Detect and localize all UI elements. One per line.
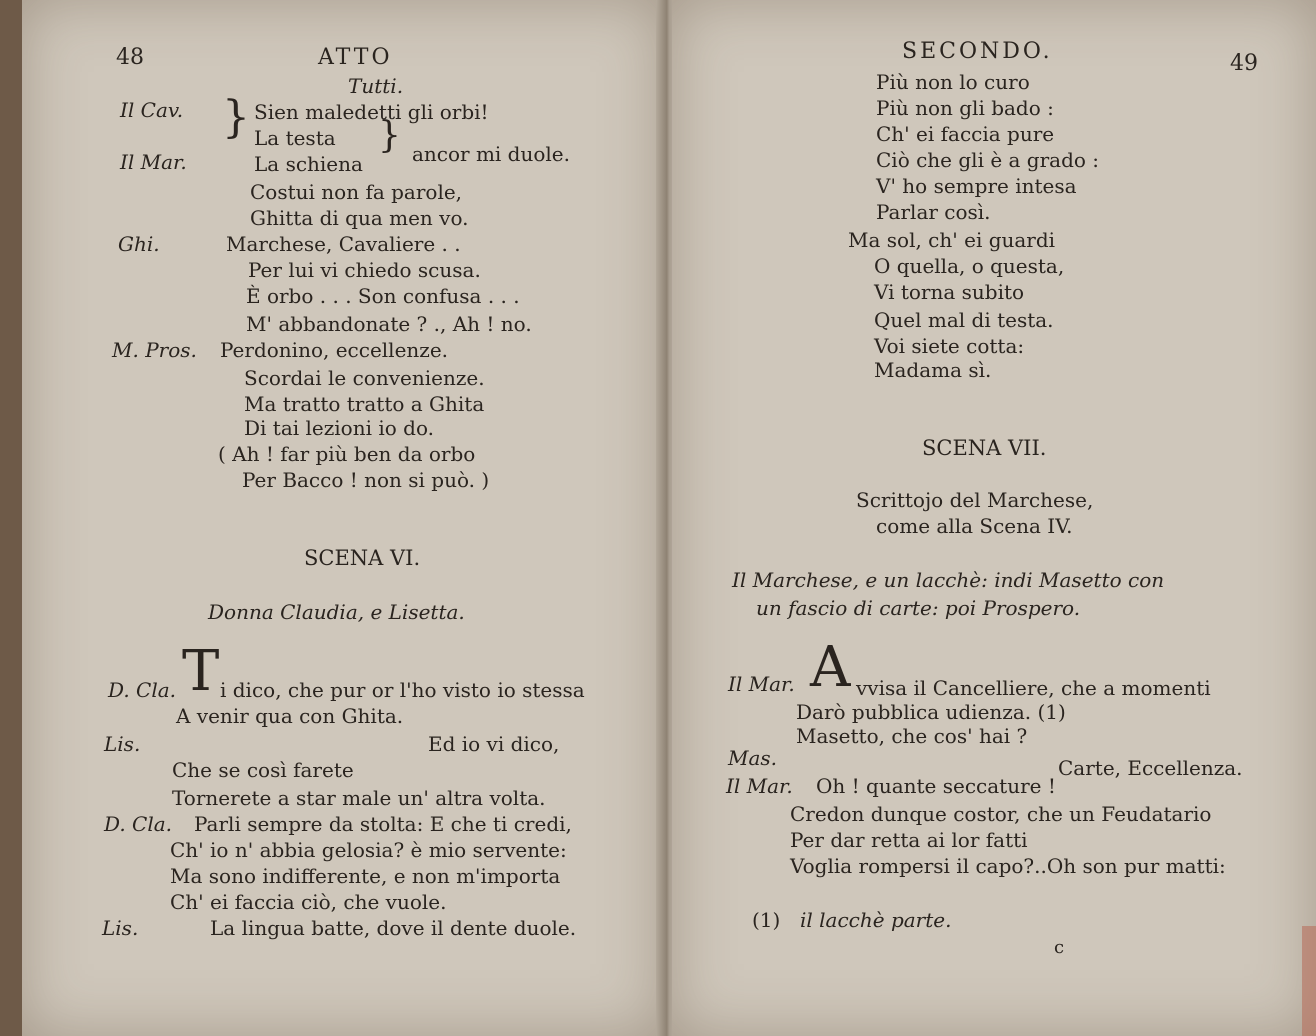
- speaker-label: Mas.: [728, 746, 778, 770]
- verse-line: Scordai le convenienze.: [244, 366, 485, 390]
- verse-line: Madama sì.: [874, 358, 992, 382]
- verse-line: M' abbandonate ? ., Ah ! no.: [246, 312, 532, 336]
- speaker-label: Il Mar.: [728, 672, 795, 696]
- scene-characters: Donna Claudia, e Lisetta.: [208, 600, 465, 624]
- verse-line: Marchese, Cavaliere . .: [226, 232, 461, 256]
- running-header: SECONDO.: [902, 39, 1053, 64]
- verse-line: Che se così farete: [172, 758, 354, 782]
- signature-mark: c: [1054, 937, 1065, 958]
- scene-setting: come alla Scena IV.: [876, 514, 1073, 538]
- scene-setting: Scrittojo del Marchese,: [856, 488, 1094, 512]
- speaker-label: D. Cla.: [104, 812, 173, 836]
- scene-characters: Il Marchese, e un lacchè: indi Masetto con: [732, 568, 1165, 592]
- verse-line: Ma sono indifferente, e non m'importa: [170, 864, 561, 888]
- footnote: il lacchè parte.: [800, 908, 952, 932]
- scene-title: SCENA VII.: [922, 436, 1047, 460]
- verse-line: Tornerete a star male un' altra volta.: [172, 786, 546, 810]
- verse-line: vvisa il Cancelliere, che a momenti: [856, 676, 1211, 700]
- speaker-label: Il Mar.: [726, 774, 793, 798]
- verse-line: Parli sempre da stolta: E che ti credi,: [194, 812, 572, 836]
- page-number: 49: [1230, 51, 1258, 76]
- speaker-label: D. Cla.: [108, 678, 177, 702]
- verse-line: Credon dunque costor, che un Feudatario: [790, 802, 1212, 826]
- running-header: ATTO: [318, 45, 393, 70]
- verse-line: La testa: [254, 126, 336, 150]
- verse-line: È orbo . . . Son confusa . . .: [246, 284, 520, 308]
- brace-icon: }: [378, 115, 401, 156]
- verse-line: Perdonino, eccellenze.: [220, 338, 449, 362]
- verse-line: Per Bacco ! non si può. ): [242, 468, 490, 492]
- verse-line: La lingua batte, dove il dente duole.: [210, 916, 577, 940]
- brace-icon: }: [222, 92, 250, 143]
- verse-line: La schiena: [254, 152, 363, 176]
- speaker-label: M. Pros.: [112, 338, 197, 362]
- verse-line: Parlar così.: [876, 200, 991, 224]
- verse-line: Di tai lezioni io do.: [244, 416, 434, 440]
- verse-line: Per lui vi chiedo scusa.: [248, 258, 481, 282]
- verse-line: Costui non fa parole,: [250, 180, 463, 204]
- verse-line: A venir qua con Ghita.: [176, 704, 404, 728]
- verse-line: Ciò che gli è a grado :: [876, 148, 1100, 172]
- speaker-label: Il Mar.: [120, 150, 187, 174]
- speaker-label: Ghi.: [118, 232, 160, 256]
- verse-line: Ma sol, ch' ei guardi: [848, 228, 1056, 252]
- footnote-mark: (1): [752, 908, 781, 932]
- verse-line: Oh ! quante seccature !: [816, 774, 1056, 798]
- verse-line: Ghitta di qua men vo.: [250, 206, 469, 230]
- verse-line: Vi torna subito: [874, 280, 1025, 304]
- verse-line: V' ho sempre intesa: [876, 174, 1077, 198]
- verse-line: ( Ah ! far più ben da orbo: [218, 442, 476, 466]
- page-edge-stain: [1302, 926, 1316, 1036]
- speaker-label: Lis.: [104, 732, 141, 756]
- verse-line: Masetto, che cos' hai ?: [796, 724, 1028, 748]
- verse-line: Per dar retta ai lor fatti: [790, 828, 1028, 852]
- verse-line: Ma tratto tratto a Ghita: [244, 392, 485, 416]
- verse-line: Sien maledetti gli orbi!: [254, 100, 489, 124]
- speaker-label: Lis.: [102, 916, 139, 940]
- scene-title: SCENA VI.: [304, 546, 421, 570]
- scene-characters: un fascio di carte: poi Prospero.: [756, 596, 1081, 620]
- speaker-label: Il Cav.: [120, 98, 184, 122]
- verse-line: Quel mal di testa.: [874, 308, 1054, 332]
- left-page: [22, 0, 662, 1036]
- right-page: [672, 0, 1316, 1036]
- verse-line: Voi siete cotta:: [874, 334, 1025, 358]
- verse-line: Ed io vi dico,: [428, 732, 560, 756]
- drop-cap: T: [182, 639, 220, 704]
- verse-line: Ch' io n' abbia gelosia? è mio servente:: [170, 838, 567, 862]
- verse-line: Più non gli bado :: [876, 96, 1054, 120]
- verse-line: i dico, che pur or l'ho visto io stessa: [220, 678, 585, 702]
- verse-line: O quella, o questa,: [874, 254, 1065, 278]
- stage-direction: Tutti.: [348, 74, 404, 98]
- verse-line: Darò pubblica udienza. (1): [796, 700, 1066, 724]
- verse-line: Carte, Eccellenza.: [1058, 756, 1243, 780]
- verse-line: Più non lo curo: [876, 70, 1030, 94]
- verse-line: Ch' ei faccia pure: [876, 122, 1055, 146]
- verse-line: Voglia rompersi il capo?..Oh son pur matti:: [790, 854, 1226, 878]
- verse-line: Ch' ei faccia ciò, che vuole.: [170, 890, 447, 914]
- page-number: 48: [116, 45, 144, 70]
- drop-cap: A: [810, 635, 851, 700]
- verse-line: ancor mi duole.: [412, 142, 570, 166]
